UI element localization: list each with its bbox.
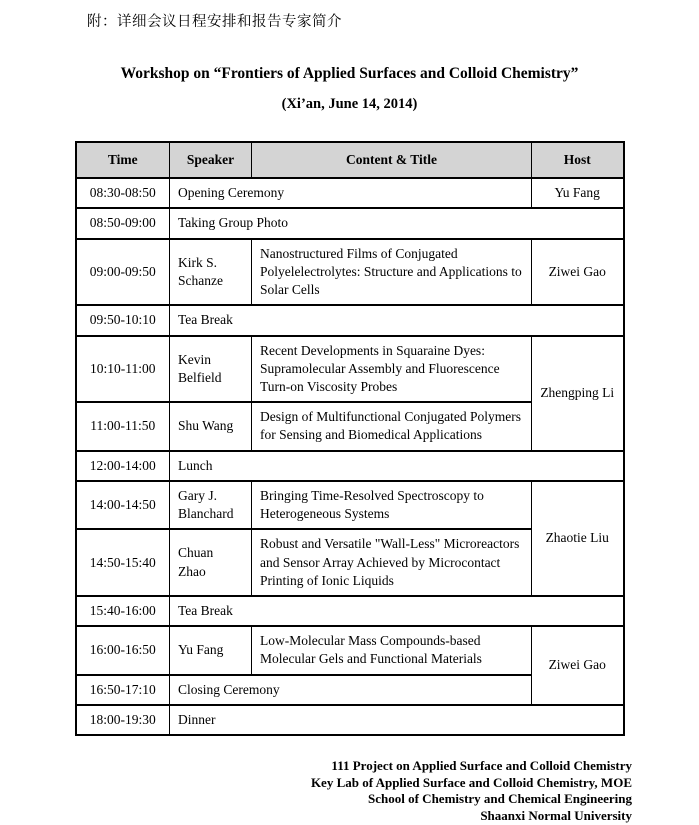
time-cell: 15:40-16:00: [76, 596, 170, 626]
content-cell: Opening Ceremony: [170, 178, 532, 208]
table-row: [76, 336, 624, 403]
time-cell: 08:30-08:50: [76, 178, 170, 208]
table-row: [76, 305, 624, 335]
time-cell: 09:50-10:10: [76, 305, 170, 335]
time-cell: 08:50-09:00: [76, 208, 170, 238]
content-cell: Robust and Versatile "Wall-Less" Microreactors and Sensor Array Achieved by Microcontact Printing of Ionic Liquids: [252, 529, 532, 596]
footer-line-university: Shaanxi Normal University: [480, 807, 632, 823]
page-subtitle: (Xi’an, June 14, 2014): [281, 96, 418, 112]
column-header-time: Time: [76, 142, 170, 178]
table-row: [76, 239, 624, 306]
footer-line-keylab: Key Lab of Applied Surface and Colloid Chemistry, MOE: [310, 774, 632, 790]
time-cell: 10:10-11:00: [76, 336, 170, 403]
time-cell: 09:00-09:50: [76, 239, 170, 306]
table-row: [76, 451, 624, 481]
table-row: [76, 178, 624, 208]
content-cell: Lunch: [170, 451, 624, 481]
table-row: [76, 705, 624, 735]
host-cell: Yu Fang: [532, 178, 624, 208]
table-row: [76, 596, 624, 626]
content-cell: Bringing Time-Resolved Spectroscopy to Heterogeneous Systems: [252, 481, 532, 529]
content-cell: Dinner: [170, 705, 624, 735]
attachment-note: 附：详细会议日程安排和报告专家简介: [87, 14, 342, 30]
footer-line-project: 111 Project on Applied Surface and Colloid Chemistry: [331, 758, 632, 774]
table-header-row: [76, 142, 624, 178]
column-header-host: Host: [532, 142, 624, 178]
column-header-speaker: Speaker: [170, 142, 252, 178]
content-cell: Low-Molecular Mass Compounds-based Molecular Gels and Functional Materials: [252, 626, 532, 674]
content-cell: Nanostructured Films of Conjugated Polyelelectrolytes: Structure and Applications to Solar Cells: [252, 239, 532, 306]
page-title: Workshop on “Frontiers of Applied Surfaces and Colloid Chemistry”: [120, 65, 579, 82]
time-cell: 18:00-19:30: [76, 705, 170, 735]
speaker-cell: Yu Fang: [170, 626, 252, 674]
table-row: [76, 481, 624, 529]
speaker-cell: Gary J. Blanchard: [170, 481, 252, 529]
schedule-table: [75, 141, 625, 736]
time-cell: 16:00-16:50: [76, 626, 170, 674]
speaker-cell: Shu Wang: [170, 402, 252, 450]
host-cell: Zhaotie Liu: [532, 481, 624, 596]
content-cell: Recent Developments in Squaraine Dyes: Supramolecular Assembly and Fluorescence Turn-on Viscosity Probes: [252, 336, 532, 403]
speaker-cell: Kevin Belfield: [170, 336, 252, 403]
content-cell: Tea Break: [170, 305, 624, 335]
speaker-cell: Kirk S. Schanze: [170, 239, 252, 306]
time-cell: 12:00-14:00: [76, 451, 170, 481]
host-cell: Zhengping Li: [532, 336, 624, 451]
content-cell: Taking Group Photo: [170, 208, 624, 238]
time-cell: 11:00-11:50: [76, 402, 170, 450]
footer-affiliation-block: [0, 758, 699, 825]
column-header-content-title: Content & Title: [252, 142, 532, 178]
footer-line-school: School of Chemistry and Chemical Engineering: [368, 791, 632, 807]
content-cell: Closing Ceremony: [170, 675, 532, 705]
content-cell: Design of Multifunctional Conjugated Polymers for Sensing and Biomedical Applications: [252, 402, 532, 450]
time-cell: 16:50-17:10: [76, 675, 170, 705]
table-row: [76, 208, 624, 238]
host-cell: Ziwei Gao: [532, 239, 624, 306]
time-cell: 14:00-14:50: [76, 481, 170, 529]
time-cell: 14:50-15:40: [76, 529, 170, 596]
speaker-cell: Chuan Zhao: [170, 529, 252, 596]
content-cell: Tea Break: [170, 596, 624, 626]
table-row: [76, 626, 624, 674]
host-cell: Ziwei Gao: [532, 626, 624, 705]
